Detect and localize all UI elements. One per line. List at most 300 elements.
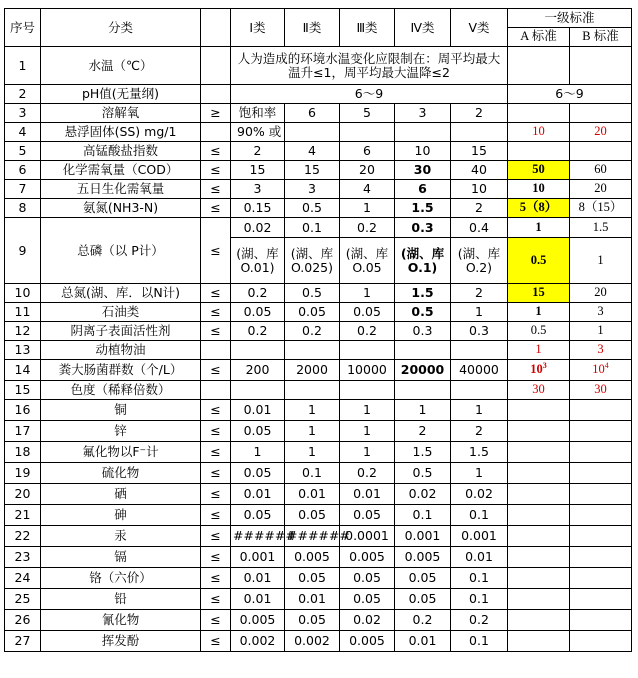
cell-class-1: 3 <box>231 180 285 199</box>
header-class-1: Ⅰ类 <box>231 9 285 47</box>
row-operator <box>201 47 231 85</box>
header-a-standard: A 标准 <box>508 28 570 47</box>
row-number: 14 <box>5 360 41 381</box>
header-class-2: Ⅱ类 <box>285 9 340 47</box>
table-row <box>5 610 632 631</box>
cell-class-2-lake: (湖、库O.025) <box>285 238 340 284</box>
row-name: 总氮(湖、库．以N计) <box>41 284 201 303</box>
cell-class-4: 0.3 <box>395 218 451 238</box>
cell-class-2: 0.1 <box>285 218 340 238</box>
row-number: 13 <box>5 341 41 360</box>
row-name: 镉 <box>41 547 201 568</box>
cell-class-3 <box>340 381 395 400</box>
row-name: pH值(无量纲) <box>41 85 201 104</box>
cell-class-5: 0.2 <box>451 610 508 631</box>
row-name: 高锰酸盐指数 <box>41 142 201 161</box>
cell-a <box>508 421 570 442</box>
cell-a: 0.5 <box>508 322 570 341</box>
cell-class-5: 0.01 <box>451 547 508 568</box>
cell-a <box>508 610 570 631</box>
water-quality-standards-table <box>4 8 632 652</box>
row-operator: ≤ <box>201 442 231 463</box>
cell-class-1: 0.15 <box>231 199 285 218</box>
table-row <box>5 218 632 238</box>
row-name: 铜 <box>41 400 201 421</box>
cell-class-4: 0.3 <box>395 322 451 341</box>
table-row <box>5 547 632 568</box>
table-row <box>5 442 632 463</box>
cell-class-3: 0.05 <box>340 505 395 526</box>
cell-class-5: 10 <box>451 180 508 199</box>
cell-class-2: 0.05 <box>285 568 340 589</box>
cell-class-2: 0.05 <box>285 505 340 526</box>
row-name: 阴离子表面活性剂 <box>41 322 201 341</box>
cell-class-1: 0.001 <box>231 547 285 568</box>
header-seq: 序号 <box>5 9 41 47</box>
cell-class-2: 4 <box>285 142 340 161</box>
row-operator: ≤ <box>201 631 231 652</box>
cell-a <box>508 484 570 505</box>
cell-class-1: 15 <box>231 161 285 180</box>
cell-b: 60 <box>570 161 632 180</box>
row-name: 动植物油 <box>41 341 201 360</box>
cell-b <box>570 526 632 547</box>
header-class-4: Ⅳ类 <box>395 9 451 47</box>
cell-class-1-lake: (湖、库O.01) <box>231 238 285 284</box>
row-operator: ≤ <box>201 463 231 484</box>
row-name: 氟化物以F⁻计 <box>41 442 201 463</box>
cell-b <box>570 104 632 123</box>
table-row <box>5 303 632 322</box>
cell-class-4-lake: (湖、库O.1) <box>395 238 451 284</box>
row-name: 锌 <box>41 421 201 442</box>
row-operator: ≤ <box>201 284 231 303</box>
row-operator: ≥ <box>201 104 231 123</box>
cell-class-5: 40000 <box>451 360 508 381</box>
cell-class-3: 1 <box>340 442 395 463</box>
cell-class-4: 0.01 <box>395 631 451 652</box>
table-row <box>5 85 632 104</box>
cell-class-4: 10 <box>395 142 451 161</box>
cell-class-3: 6 <box>340 142 395 161</box>
cell-class-5: 2 <box>451 421 508 442</box>
cell-class-3: 0.005 <box>340 631 395 652</box>
row-operator: ≤ <box>201 421 231 442</box>
cell-class-5-lake: (湖、库O.2) <box>451 238 508 284</box>
cell-class-1: 0.01 <box>231 400 285 421</box>
table-row <box>5 180 632 199</box>
row-number: 19 <box>5 463 41 484</box>
cell-class-4: 6 <box>395 180 451 199</box>
cell-a <box>508 142 570 161</box>
cell-class-2: 0.05 <box>285 303 340 322</box>
cell-b <box>570 463 632 484</box>
cell-class-1: 饱和率 <box>231 104 285 123</box>
row-number: 12 <box>5 322 41 341</box>
cell-a: 10 <box>508 123 570 142</box>
cell-class-5: 1.5 <box>451 442 508 463</box>
cell-class-1: 200 <box>231 360 285 381</box>
cell-class-4: 30 <box>395 161 451 180</box>
cell-class-4 <box>395 341 451 360</box>
cell-class-5: 2 <box>451 199 508 218</box>
cell-class-1: 1 <box>231 442 285 463</box>
cell-class-5: 1 <box>451 463 508 484</box>
row-operator <box>201 123 231 142</box>
cell-b: 3 <box>570 341 632 360</box>
cell-b: 20 <box>570 123 632 142</box>
row-number: 22 <box>5 526 41 547</box>
row-name: 石油类 <box>41 303 201 322</box>
cell-class-3: 20 <box>340 161 395 180</box>
row-operator: ≤ <box>201 526 231 547</box>
cell-a <box>508 568 570 589</box>
cell-class-4: 1.5 <box>395 199 451 218</box>
cell-class-2: 0.2 <box>285 322 340 341</box>
cell-b <box>570 400 632 421</box>
cell-b: 3 <box>570 303 632 322</box>
cell-class-2: 0.1 <box>285 463 340 484</box>
cell-class-2: 0.01 <box>285 589 340 610</box>
table-row <box>5 104 632 123</box>
cell-b <box>570 505 632 526</box>
cell-class-1: 0.2 <box>231 322 285 341</box>
table-row <box>5 161 632 180</box>
cell-class-1: 0.05 <box>231 421 285 442</box>
cell-class-2: 1 <box>285 421 340 442</box>
row-name: 化学需氧量（COD） <box>41 161 201 180</box>
cell-a-lake: 0.5 <box>508 238 570 284</box>
cell-class-5: 15 <box>451 142 508 161</box>
table-row <box>5 322 632 341</box>
header-class-5: Ⅴ类 <box>451 9 508 47</box>
table-row <box>5 484 632 505</box>
cell-class-3 <box>340 341 395 360</box>
cell-b <box>570 484 632 505</box>
cell-class-5: 0.02 <box>451 484 508 505</box>
row-number: 1 <box>5 47 41 85</box>
table-row <box>5 381 632 400</box>
cell-a <box>508 547 570 568</box>
row-operator: ≤ <box>201 505 231 526</box>
row-operator <box>201 381 231 400</box>
row-number: 5 <box>5 142 41 161</box>
row-number: 23 <box>5 547 41 568</box>
cell-a-base: 10 <box>530 362 543 377</box>
row-number: 6 <box>5 161 41 180</box>
cell-a: 1 <box>508 303 570 322</box>
cell-a <box>508 505 570 526</box>
cell-b <box>570 610 632 631</box>
table-row <box>5 631 632 652</box>
cell-class-3: 0.2 <box>340 322 395 341</box>
row-name: 粪大肠菌群数（个/L） <box>41 360 201 381</box>
cell-class-1: 0.01 <box>231 589 285 610</box>
cell-b <box>570 47 632 85</box>
cell-class-4: 3 <box>395 104 451 123</box>
row-operator: ≤ <box>201 161 231 180</box>
table-row <box>5 400 632 421</box>
header-operator <box>201 9 231 47</box>
cell-class-4: 0.001 <box>395 526 451 547</box>
cell-class-1: 0.2 <box>231 284 285 303</box>
row-number: 20 <box>5 484 41 505</box>
cell-class-5 <box>451 381 508 400</box>
cell-a: 30 <box>508 381 570 400</box>
cell-b: 8（15） <box>570 199 632 218</box>
row-number: 26 <box>5 610 41 631</box>
row-number: 8 <box>5 199 41 218</box>
table-row <box>5 568 632 589</box>
cell-class-1: 0.005 <box>231 610 285 631</box>
table-row <box>5 284 632 303</box>
row-number: 15 <box>5 381 41 400</box>
cell-b: 20 <box>570 180 632 199</box>
cell-a: 5（8） <box>508 199 570 218</box>
cell-b-base: 10 <box>592 362 605 377</box>
cell-class-3: 10000 <box>340 360 395 381</box>
header-class-3: Ⅲ类 <box>340 9 395 47</box>
header-category: 分类 <box>41 9 201 47</box>
row-number: 18 <box>5 442 41 463</box>
cell-a: 50 <box>508 161 570 180</box>
table-row <box>5 505 632 526</box>
cell-class-3: 1 <box>340 421 395 442</box>
row-operator: ≤ <box>201 589 231 610</box>
row-name: 氰化物 <box>41 610 201 631</box>
cell-b-lake: 1 <box>570 238 632 284</box>
row-number: 16 <box>5 400 41 421</box>
cell-class-1: 0.01 <box>231 568 285 589</box>
cell-class-2: 0.01 <box>285 484 340 505</box>
row-name: 挥发酚 <box>41 631 201 652</box>
row-number: 10 <box>5 284 41 303</box>
row-name: 铅 <box>41 589 201 610</box>
cell-class-3 <box>340 123 395 142</box>
cell-b <box>570 442 632 463</box>
row-operator: ≤ <box>201 199 231 218</box>
cell-class-1: 0.05 <box>231 505 285 526</box>
table-row <box>5 341 632 360</box>
cell-class-2: 1 <box>285 442 340 463</box>
cell-b <box>570 568 632 589</box>
cell-class-4: 0.02 <box>395 484 451 505</box>
cell-class-4: 20000 <box>395 360 451 381</box>
cell-class-5: 2 <box>451 104 508 123</box>
cell-class-1: 0.05 <box>231 463 285 484</box>
row-name: 五日生化需氧量 <box>41 180 201 199</box>
table-row <box>5 47 632 85</box>
cell-class-5: 0.1 <box>451 568 508 589</box>
cell-a <box>508 360 570 381</box>
cell-class-4: 1.5 <box>395 442 451 463</box>
header-b-standard: B 标准 <box>570 28 632 47</box>
cell-class-2: 6 <box>285 104 340 123</box>
row-operator: ≤ <box>201 142 231 161</box>
row-operator <box>201 341 231 360</box>
row-operator: ≤ <box>201 218 231 284</box>
cell-class-3: 0.05 <box>340 589 395 610</box>
row-number: 3 <box>5 104 41 123</box>
cell-class-1: 2 <box>231 142 285 161</box>
cell-a <box>508 442 570 463</box>
cell-b <box>570 547 632 568</box>
row-name: 铬（六价） <box>41 568 201 589</box>
cell-class-4: 0.2 <box>395 610 451 631</box>
cell-class-4: 2 <box>395 421 451 442</box>
cell-class-5: 0.4 <box>451 218 508 238</box>
table-row <box>5 463 632 484</box>
cell-a: 1 <box>508 218 570 238</box>
row-description: 人为造成的环境水温变化应限制在：周平均最大温升≤1，周平均最大温降≤2 <box>231 47 508 85</box>
cell-a <box>508 400 570 421</box>
cell-a <box>508 463 570 484</box>
cell-a <box>508 47 570 85</box>
table-row <box>5 142 632 161</box>
row-operator: ≤ <box>201 303 231 322</box>
cell-b-exponent: 4 <box>604 360 609 370</box>
cell-class-3: 0.0001 <box>340 526 395 547</box>
cell-class-2 <box>285 381 340 400</box>
row-operator: ≤ <box>201 547 231 568</box>
cell-class-1: ###### <box>231 526 285 547</box>
cell-b: 30 <box>570 381 632 400</box>
row-name: 砷 <box>41 505 201 526</box>
cell-b <box>570 360 632 381</box>
cell-class-3: 5 <box>340 104 395 123</box>
cell-class-3: 0.2 <box>340 463 395 484</box>
cell-a: 10 <box>508 180 570 199</box>
row-number: 21 <box>5 505 41 526</box>
cell-class-2: 0.005 <box>285 547 340 568</box>
cell-class-4: 0.5 <box>395 303 451 322</box>
row-number: 9 <box>5 218 41 284</box>
cell-class-1 <box>231 341 285 360</box>
cell-range: 6～9 <box>231 85 508 104</box>
header-level1: 一级标准 <box>508 9 632 28</box>
cell-class-5: 0.1 <box>451 589 508 610</box>
row-name: 氨氮(NH3-N) <box>41 199 201 218</box>
cell-a-exponent: 3 <box>542 360 547 370</box>
row-name: 总磷（以 P计） <box>41 218 201 284</box>
row-number: 24 <box>5 568 41 589</box>
cell-b <box>570 631 632 652</box>
cell-class-4 <box>395 123 451 142</box>
row-number: 4 <box>5 123 41 142</box>
table-row <box>5 526 632 547</box>
cell-class-1: 0.05 <box>231 303 285 322</box>
cell-class-4: 0.5 <box>395 463 451 484</box>
cell-class-2: ###### <box>285 526 340 547</box>
cell-class-4 <box>395 381 451 400</box>
cell-b: 1.5 <box>570 218 632 238</box>
cell-class-2: 1 <box>285 400 340 421</box>
row-number: 25 <box>5 589 41 610</box>
cell-a <box>508 589 570 610</box>
row-operator <box>201 85 231 104</box>
cell-class-3: 1 <box>340 400 395 421</box>
row-number: 27 <box>5 631 41 652</box>
cell-class-5: 40 <box>451 161 508 180</box>
cell-class-2: 0.002 <box>285 631 340 652</box>
cell-a <box>508 526 570 547</box>
cell-class-1 <box>231 381 285 400</box>
cell-b: 20 <box>570 284 632 303</box>
cell-class-4: 0.005 <box>395 547 451 568</box>
cell-class-4: 1.5 <box>395 284 451 303</box>
row-operator: ≤ <box>201 360 231 381</box>
row-number: 7 <box>5 180 41 199</box>
row-name: 汞 <box>41 526 201 547</box>
row-operator: ≤ <box>201 610 231 631</box>
cell-a <box>508 631 570 652</box>
row-operator: ≤ <box>201 484 231 505</box>
cell-b: 1 <box>570 322 632 341</box>
cell-class-5: 0.001 <box>451 526 508 547</box>
cell-class-2: 3 <box>285 180 340 199</box>
table-row <box>5 589 632 610</box>
cell-class-2: 0.5 <box>285 199 340 218</box>
cell-class-3: 1 <box>340 199 395 218</box>
cell-class-4: 0.05 <box>395 589 451 610</box>
cell-b <box>570 421 632 442</box>
row-name: 溶解氧 <box>41 104 201 123</box>
cell-a: 1 <box>508 341 570 360</box>
row-operator: ≤ <box>201 400 231 421</box>
table-row <box>5 123 632 142</box>
cell-class-2: 2000 <box>285 360 340 381</box>
cell-class-3: 0.2 <box>340 218 395 238</box>
row-name: 硒 <box>41 484 201 505</box>
table-row <box>5 360 632 381</box>
cell-class-5 <box>451 123 508 142</box>
cell-class-5: 0.1 <box>451 631 508 652</box>
row-name: 水温（℃） <box>41 47 201 85</box>
cell-class-4: 0.05 <box>395 568 451 589</box>
cell-b <box>570 142 632 161</box>
cell-class-5: 0.1 <box>451 505 508 526</box>
cell-class-3: 0.05 <box>340 568 395 589</box>
cell-class-5: 1 <box>451 400 508 421</box>
cell-class-1: 90% 或 <box>231 123 285 142</box>
cell-class-3: 4 <box>340 180 395 199</box>
row-operator: ≤ <box>201 322 231 341</box>
cell-class-5: 0.3 <box>451 322 508 341</box>
cell-class-1: 0.02 <box>231 218 285 238</box>
cell-class-5: 1 <box>451 303 508 322</box>
cell-class-3: 0.02 <box>340 610 395 631</box>
cell-class-3-lake: (湖、库O.05 <box>340 238 395 284</box>
row-number: 11 <box>5 303 41 322</box>
cell-a <box>508 104 570 123</box>
cell-class-4: 1 <box>395 400 451 421</box>
cell-b <box>570 589 632 610</box>
table-row <box>5 421 632 442</box>
cell-class-2: 15 <box>285 161 340 180</box>
table-row <box>5 199 632 218</box>
cell-class-2: 0.5 <box>285 284 340 303</box>
row-operator: ≤ <box>201 568 231 589</box>
row-name: 色度（稀释倍数） <box>41 381 201 400</box>
cell-class-1: 0.01 <box>231 484 285 505</box>
cell-class-3: 0.005 <box>340 547 395 568</box>
cell-ab-range: 6～9 <box>508 85 632 104</box>
cell-class-3: 0.01 <box>340 484 395 505</box>
cell-class-3: 1 <box>340 284 395 303</box>
row-operator: ≤ <box>201 180 231 199</box>
cell-class-2: 0.05 <box>285 610 340 631</box>
cell-class-1: 0.002 <box>231 631 285 652</box>
